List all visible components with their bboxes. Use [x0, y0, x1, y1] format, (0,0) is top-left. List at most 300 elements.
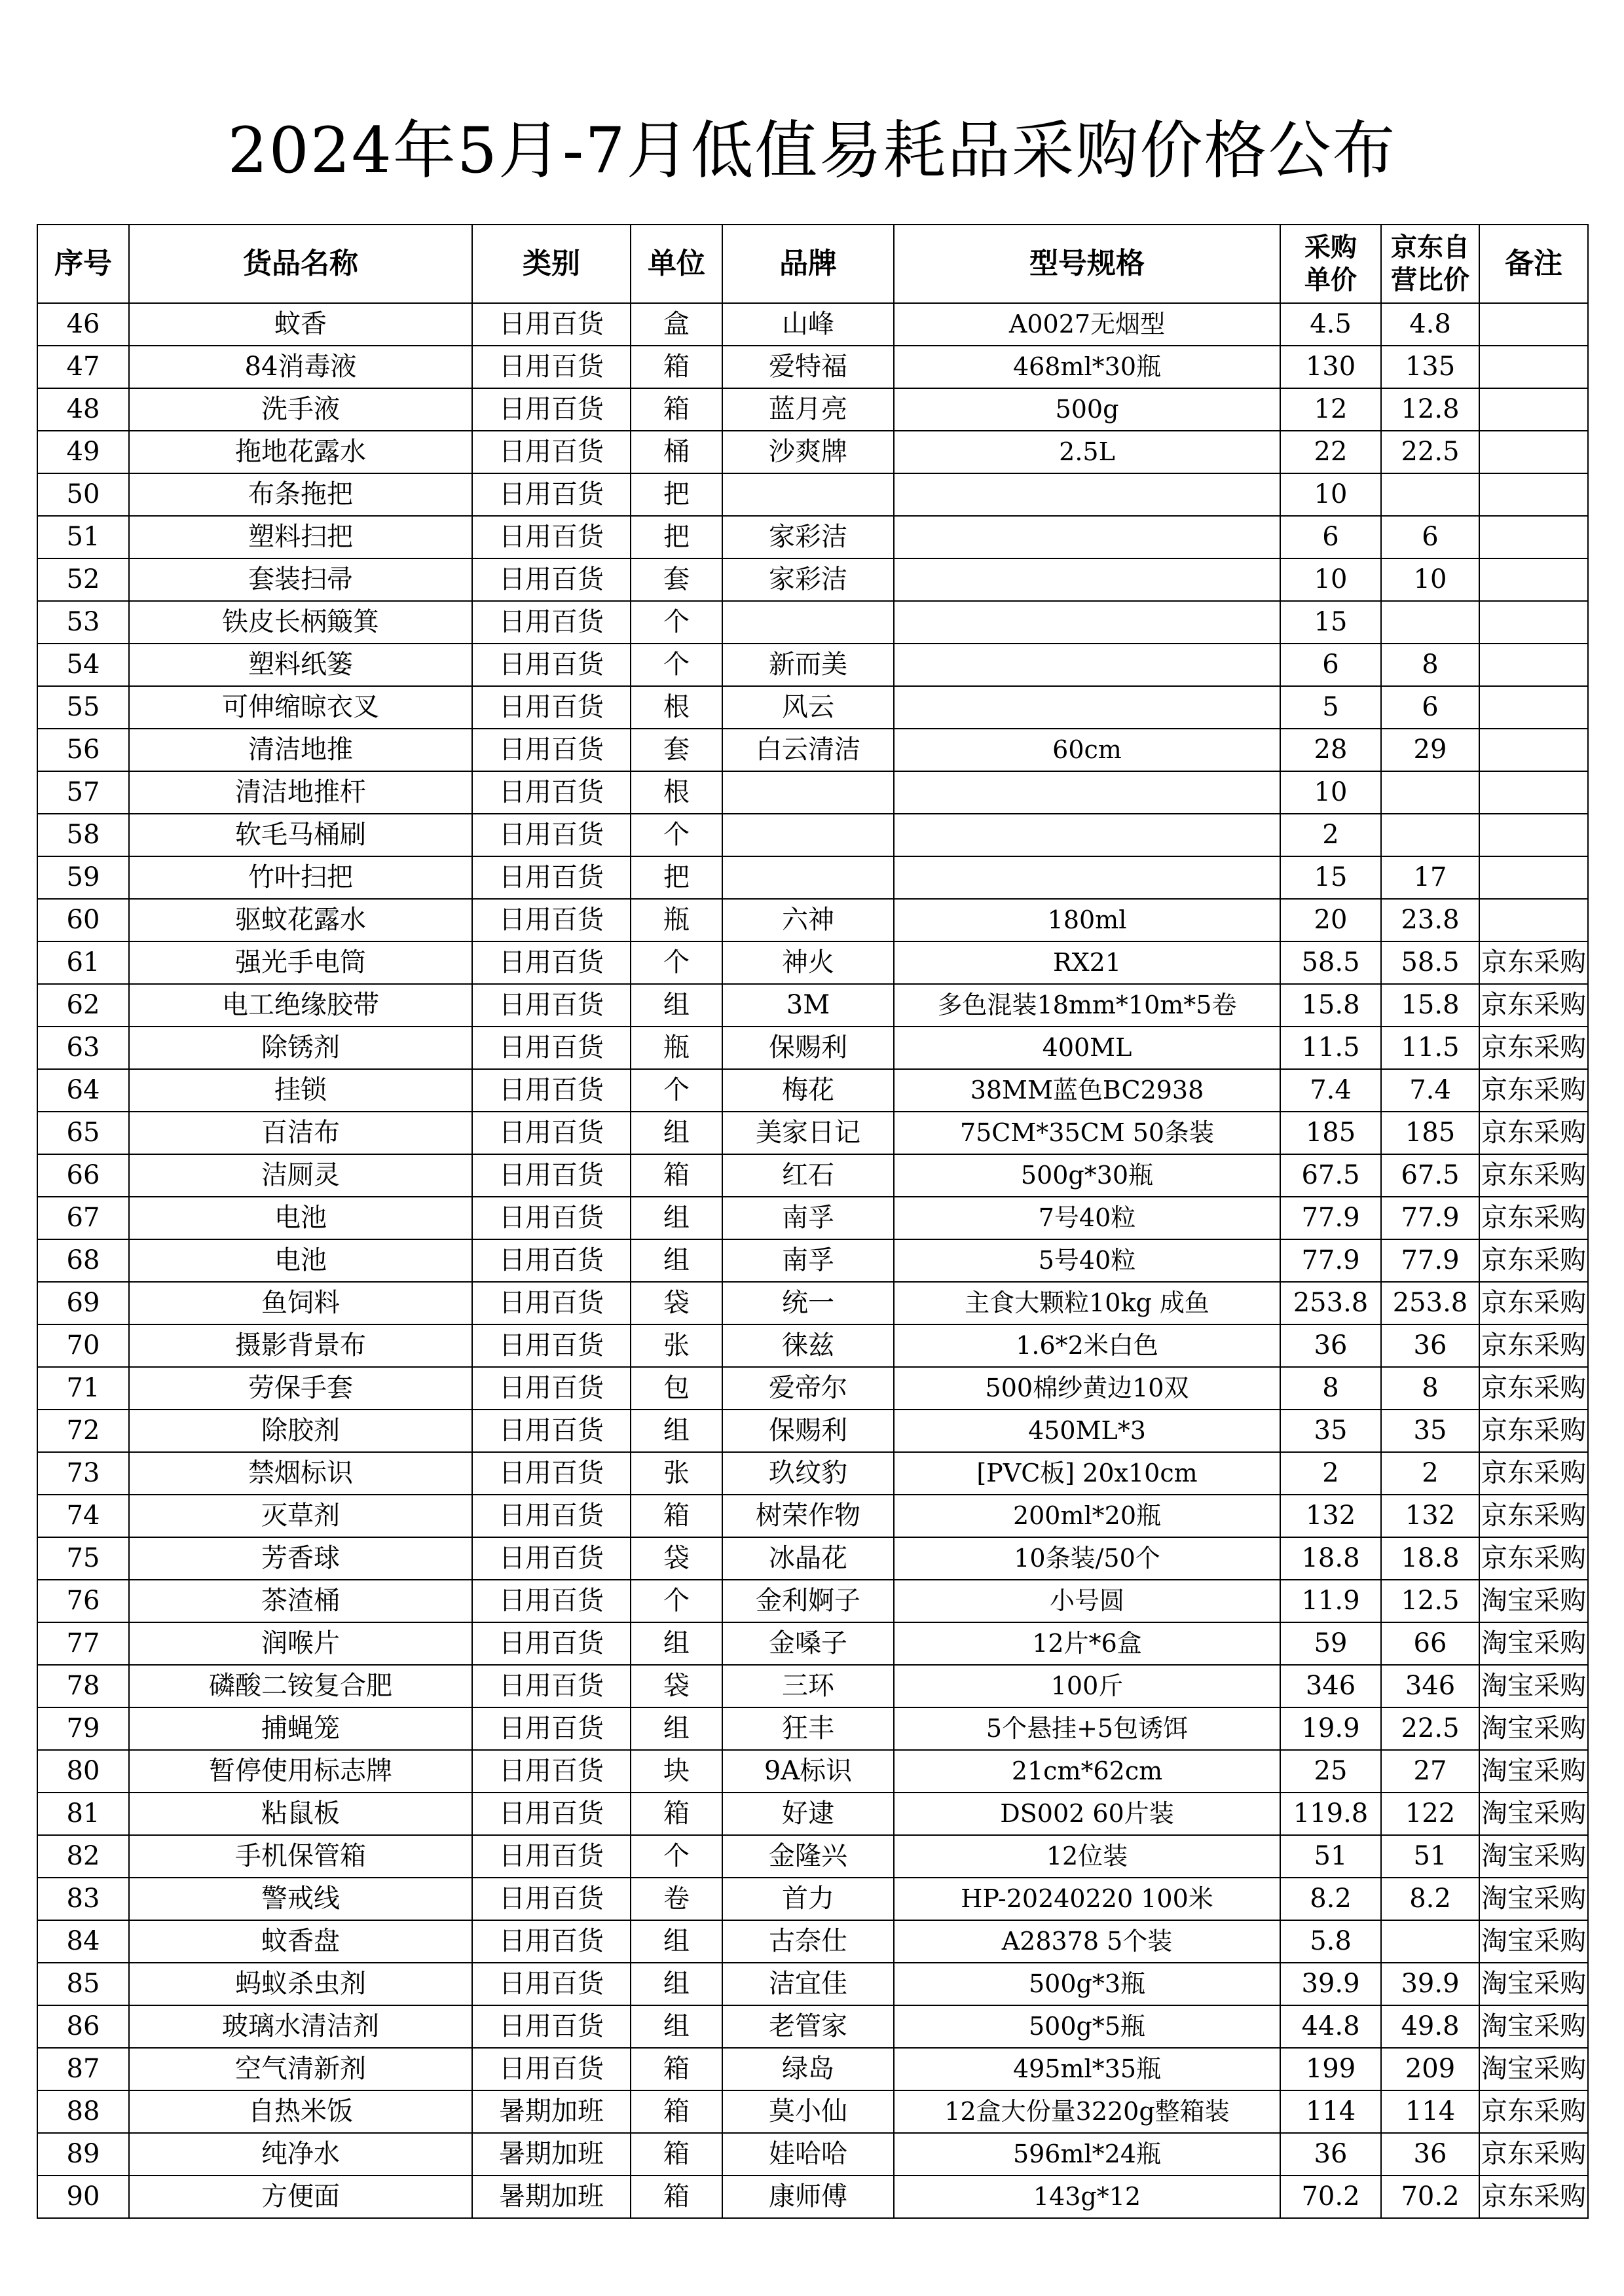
- cell-jd-price: 8: [1381, 1367, 1479, 1410]
- cell-brand: 洁宜佳: [722, 1963, 894, 2005]
- cell-remark: 京东采购: [1479, 1197, 1588, 1239]
- cell-spec: [894, 856, 1280, 899]
- cell-purchase-price: 5: [1280, 686, 1381, 729]
- cell-unit: 卷: [631, 1878, 722, 1920]
- cell-unit: 箱: [631, 2176, 722, 2218]
- cell-remark: 京东采购: [1479, 1410, 1588, 1452]
- header-jd-price: 京东自 营比价: [1381, 225, 1479, 303]
- cell-index: 48: [37, 388, 129, 431]
- cell-jd-price: 70.2: [1381, 2176, 1479, 2218]
- cell-index: 76: [37, 1580, 129, 1622]
- cell-brand: 家彩洁: [722, 516, 894, 558]
- cell-jd-price: 2: [1381, 1452, 1479, 1495]
- cell-spec: 450ML*3: [894, 1410, 1280, 1452]
- cell-jd-price: 49.8: [1381, 2005, 1479, 2048]
- cell-spec: 38MM蓝色BC2938: [894, 1069, 1280, 1112]
- cell-jd-price: 253.8: [1381, 1282, 1479, 1324]
- cell-jd-price: 135: [1381, 346, 1479, 388]
- cell-index: 81: [37, 1793, 129, 1835]
- cell-spec: 500g*30瓶: [894, 1154, 1280, 1197]
- cell-unit: 袋: [631, 1282, 722, 1324]
- cell-spec: 主食大颗粒10kg 成鱼: [894, 1282, 1280, 1324]
- cell-brand: 保赐利: [722, 1410, 894, 1452]
- table-row: [37, 1878, 1588, 1920]
- cell-index: 63: [37, 1027, 129, 1069]
- table-row: [37, 1622, 1588, 1665]
- table-row: [37, 1750, 1588, 1793]
- cell-unit: 个: [631, 1835, 722, 1878]
- table-row: [37, 346, 1588, 388]
- cell-index: 72: [37, 1410, 129, 1452]
- cell-remark: 京东采购: [1479, 1069, 1588, 1112]
- table-row: [37, 601, 1588, 644]
- cell-spec: 1.6*2米白色: [894, 1324, 1280, 1367]
- cell-brand: 南孚: [722, 1197, 894, 1239]
- cell-index: 75: [37, 1537, 129, 1580]
- cell-purchase-price: 132: [1280, 1495, 1381, 1537]
- cell-item-name: 洁厕灵: [129, 1154, 472, 1197]
- cell-brand: 保赐利: [722, 1027, 894, 1069]
- cell-unit: 个: [631, 601, 722, 644]
- cell-index: 86: [37, 2005, 129, 2048]
- cell-unit: 套: [631, 729, 722, 771]
- table-row: [37, 1707, 1588, 1750]
- cell-category: 暑期加班: [472, 2133, 631, 2176]
- table-row: [37, 814, 1588, 856]
- cell-brand: [722, 771, 894, 814]
- table-body: [37, 303, 1588, 2218]
- cell-brand: 狂丰: [722, 1707, 894, 1750]
- cell-brand: 统一: [722, 1282, 894, 1324]
- cell-index: 62: [37, 984, 129, 1027]
- cell-brand: 金隆兴: [722, 1835, 894, 1878]
- cell-index: 61: [37, 941, 129, 984]
- cell-item-name: 洗手液: [129, 388, 472, 431]
- cell-category: 日用百货: [472, 1069, 631, 1112]
- table-row: [37, 1154, 1588, 1197]
- cell-unit: 箱: [631, 1495, 722, 1537]
- table-row: [37, 558, 1588, 601]
- cell-remark: [1479, 686, 1588, 729]
- cell-remark: 淘宝采购: [1479, 1707, 1588, 1750]
- cell-purchase-price: 10: [1280, 771, 1381, 814]
- cell-category: 日用百货: [472, 1367, 631, 1410]
- cell-category: 日用百货: [472, 1665, 631, 1707]
- table-row: [37, 388, 1588, 431]
- cell-spec: 495ml*35瓶: [894, 2048, 1280, 2090]
- cell-purchase-price: 130: [1280, 346, 1381, 388]
- cell-category: 暑期加班: [472, 2176, 631, 2218]
- cell-brand: [722, 601, 894, 644]
- cell-spec: 5个悬挂+5包诱饵: [894, 1707, 1280, 1750]
- cell-category: 日用百货: [472, 729, 631, 771]
- cell-item-name: 清洁地推杆: [129, 771, 472, 814]
- cell-index: 66: [37, 1154, 129, 1197]
- cell-item-name: 灭草剂: [129, 1495, 472, 1537]
- cell-spec: [PVC板] 20x10cm: [894, 1452, 1280, 1495]
- cell-index: 78: [37, 1665, 129, 1707]
- cell-jd-price: [1381, 1920, 1479, 1963]
- cell-category: 日用百货: [472, 303, 631, 346]
- cell-brand: 红石: [722, 1154, 894, 1197]
- cell-jd-price: 6: [1381, 686, 1479, 729]
- cell-unit: 组: [631, 1963, 722, 2005]
- cell-spec: 10条装/50个: [894, 1537, 1280, 1580]
- cell-purchase-price: 185: [1280, 1112, 1381, 1154]
- cell-jd-price: 36: [1381, 1324, 1479, 1367]
- cell-item-name: 润喉片: [129, 1622, 472, 1665]
- cell-category: 日用百货: [472, 601, 631, 644]
- cell-jd-price: 346: [1381, 1665, 1479, 1707]
- table-row: [37, 729, 1588, 771]
- cell-remark: [1479, 814, 1588, 856]
- cell-spec: 小号圆: [894, 1580, 1280, 1622]
- cell-index: 47: [37, 346, 129, 388]
- table-row: [37, 1793, 1588, 1835]
- cell-item-name: 自热米饭: [129, 2090, 472, 2133]
- cell-unit: 把: [631, 856, 722, 899]
- table-row: [37, 771, 1588, 814]
- cell-jd-price: 185: [1381, 1112, 1479, 1154]
- cell-category: 暑期加班: [472, 2090, 631, 2133]
- header-index: 序号: [37, 225, 129, 303]
- cell-spec: DS002 60片装: [894, 1793, 1280, 1835]
- cell-unit: 箱: [631, 1154, 722, 1197]
- cell-jd-price: 7.4: [1381, 1069, 1479, 1112]
- table-row: [37, 856, 1588, 899]
- header-item-name: 货品名称: [129, 225, 472, 303]
- table-row: [37, 686, 1588, 729]
- cell-spec: A0027无烟型: [894, 303, 1280, 346]
- cell-unit: 瓶: [631, 899, 722, 941]
- cell-index: 83: [37, 1878, 129, 1920]
- cell-remark: 京东采购: [1479, 1154, 1588, 1197]
- cell-remark: [1479, 473, 1588, 516]
- cell-spec: 500g*3瓶: [894, 1963, 1280, 2005]
- cell-jd-price: 4.8: [1381, 303, 1479, 346]
- cell-spec: 7号40粒: [894, 1197, 1280, 1239]
- cell-brand: 金利婀子: [722, 1580, 894, 1622]
- cell-purchase-price: 114: [1280, 2090, 1381, 2133]
- cell-brand: 娃哈哈: [722, 2133, 894, 2176]
- cell-spec: RX21: [894, 941, 1280, 984]
- cell-index: 64: [37, 1069, 129, 1112]
- table-row: [37, 1282, 1588, 1324]
- cell-purchase-price: 4.5: [1280, 303, 1381, 346]
- cell-index: 88: [37, 2090, 129, 2133]
- table-row: [37, 1835, 1588, 1878]
- cell-item-name: 可伸缩晾衣叉: [129, 686, 472, 729]
- cell-remark: 京东采购: [1479, 1452, 1588, 1495]
- cell-jd-price: [1381, 601, 1479, 644]
- cell-remark: [1479, 388, 1588, 431]
- cell-jd-price: 77.9: [1381, 1239, 1479, 1282]
- cell-remark: 淘宝采购: [1479, 2048, 1588, 2090]
- cell-category: 日用百货: [472, 388, 631, 431]
- cell-index: 90: [37, 2176, 129, 2218]
- cell-jd-price: 132: [1381, 1495, 1479, 1537]
- cell-unit: 组: [631, 1920, 722, 1963]
- cell-brand: 古奈仕: [722, 1920, 894, 1963]
- cell-brand: 六神: [722, 899, 894, 941]
- cell-item-name: 百洁布: [129, 1112, 472, 1154]
- cell-remark: 京东采购: [1479, 1027, 1588, 1069]
- cell-unit: 张: [631, 1324, 722, 1367]
- cell-item-name: 套装扫帚: [129, 558, 472, 601]
- cell-purchase-price: 119.8: [1280, 1793, 1381, 1835]
- cell-category: 日用百货: [472, 1027, 631, 1069]
- cell-item-name: 挂锁: [129, 1069, 472, 1112]
- cell-category: 日用百货: [472, 686, 631, 729]
- cell-jd-price: 39.9: [1381, 1963, 1479, 2005]
- cell-index: 52: [37, 558, 129, 601]
- table-row: [37, 516, 1588, 558]
- cell-category: 日用百货: [472, 1963, 631, 2005]
- cell-index: 54: [37, 644, 129, 686]
- cell-category: 日用百货: [472, 1495, 631, 1537]
- cell-jd-price: 18.8: [1381, 1537, 1479, 1580]
- cell-spec: 468ml*30瓶: [894, 346, 1280, 388]
- cell-index: 84: [37, 1920, 129, 1963]
- cell-jd-price: [1381, 771, 1479, 814]
- cell-category: 日用百货: [472, 2005, 631, 2048]
- cell-index: 49: [37, 431, 129, 473]
- cell-index: 57: [37, 771, 129, 814]
- cell-unit: 箱: [631, 1793, 722, 1835]
- cell-category: 日用百货: [472, 1878, 631, 1920]
- table-row: [37, 1367, 1588, 1410]
- cell-item-name: 强光手电筒: [129, 941, 472, 984]
- cell-item-name: 手机保管箱: [129, 1835, 472, 1878]
- cell-index: 79: [37, 1707, 129, 1750]
- cell-spec: [894, 558, 1280, 601]
- cell-purchase-price: 15.8: [1280, 984, 1381, 1027]
- cell-unit: 包: [631, 1367, 722, 1410]
- cell-purchase-price: 7.4: [1280, 1069, 1381, 1112]
- cell-item-name: 磷酸二铵复合肥: [129, 1665, 472, 1707]
- cell-category: 日用百货: [472, 431, 631, 473]
- cell-remark: [1479, 601, 1588, 644]
- cell-unit: 套: [631, 558, 722, 601]
- cell-jd-price: 114: [1381, 2090, 1479, 2133]
- cell-item-name: 电池: [129, 1197, 472, 1239]
- cell-category: 日用百货: [472, 1835, 631, 1878]
- cell-remark: 淘宝采购: [1479, 1878, 1588, 1920]
- cell-jd-price: 22.5: [1381, 1707, 1479, 1750]
- cell-unit: 箱: [631, 388, 722, 431]
- cell-unit: 组: [631, 1622, 722, 1665]
- cell-item-name: 粘鼠板: [129, 1793, 472, 1835]
- cell-purchase-price: 199: [1280, 2048, 1381, 2090]
- table-row: [37, 941, 1588, 984]
- cell-unit: 组: [631, 1410, 722, 1452]
- cell-item-name: 蚊香: [129, 303, 472, 346]
- cell-brand: 美家日记: [722, 1112, 894, 1154]
- cell-remark: 淘宝采购: [1479, 1750, 1588, 1793]
- cell-index: 70: [37, 1324, 129, 1367]
- table-row: [37, 1027, 1588, 1069]
- cell-jd-price: 58.5: [1381, 941, 1479, 984]
- cell-brand: 金嗓子: [722, 1622, 894, 1665]
- cell-item-name: 拖地花露水: [129, 431, 472, 473]
- cell-jd-price: 77.9: [1381, 1197, 1479, 1239]
- cell-spec: 500棉纱黄边10双: [894, 1367, 1280, 1410]
- cell-purchase-price: 2: [1280, 814, 1381, 856]
- cell-brand: 蓝月亮: [722, 388, 894, 431]
- cell-category: 日用百货: [472, 473, 631, 516]
- cell-index: 56: [37, 729, 129, 771]
- cell-purchase-price: 15: [1280, 856, 1381, 899]
- cell-brand: 南孚: [722, 1239, 894, 1282]
- cell-spec: 180ml: [894, 899, 1280, 941]
- cell-purchase-price: 51: [1280, 1835, 1381, 1878]
- cell-remark: 京东采购: [1479, 1367, 1588, 1410]
- cell-brand: 好逮: [722, 1793, 894, 1835]
- cell-brand: 玖纹豹: [722, 1452, 894, 1495]
- cell-item-name: 84消毒液: [129, 346, 472, 388]
- cell-category: 日用百货: [472, 856, 631, 899]
- cell-item-name: 驱蚊花露水: [129, 899, 472, 941]
- table-row: [37, 1239, 1588, 1282]
- cell-category: 日用百货: [472, 941, 631, 984]
- cell-index: 68: [37, 1239, 129, 1282]
- cell-unit: 个: [631, 814, 722, 856]
- cell-spec: [894, 644, 1280, 686]
- cell-purchase-price: 59: [1280, 1622, 1381, 1665]
- cell-spec: 500g*5瓶: [894, 2005, 1280, 2048]
- cell-item-name: 软毛马桶刷: [129, 814, 472, 856]
- cell-category: 日用百货: [472, 899, 631, 941]
- cell-remark: 京东采购: [1479, 2133, 1588, 2176]
- cell-index: 53: [37, 601, 129, 644]
- table-row: [37, 1580, 1588, 1622]
- table-row: [37, 2133, 1588, 2176]
- cell-brand: 冰晶花: [722, 1537, 894, 1580]
- cell-jd-price: 10: [1381, 558, 1479, 601]
- cell-item-name: 纯净水: [129, 2133, 472, 2176]
- cell-item-name: 电工绝缘胶带: [129, 984, 472, 1027]
- cell-unit: 箱: [631, 2090, 722, 2133]
- cell-category: 日用百货: [472, 1537, 631, 1580]
- cell-purchase-price: 18.8: [1280, 1537, 1381, 1580]
- cell-spec: 143g*12: [894, 2176, 1280, 2218]
- cell-spec: 2.5L: [894, 431, 1280, 473]
- cell-item-name: 铁皮长柄簸箕: [129, 601, 472, 644]
- cell-category: 日用百货: [472, 814, 631, 856]
- cell-item-name: 塑料扫把: [129, 516, 472, 558]
- cell-spec: [894, 601, 1280, 644]
- cell-purchase-price: 15: [1280, 601, 1381, 644]
- cell-jd-price: 36: [1381, 2133, 1479, 2176]
- cell-brand: 莫小仙: [722, 2090, 894, 2133]
- cell-remark: 京东采购: [1479, 2090, 1588, 2133]
- cell-spec: 60cm: [894, 729, 1280, 771]
- cell-jd-price: 51: [1381, 1835, 1479, 1878]
- cell-item-name: 鱼饲料: [129, 1282, 472, 1324]
- cell-remark: 淘宝采购: [1479, 1793, 1588, 1835]
- cell-unit: 箱: [631, 346, 722, 388]
- cell-jd-price: 12.5: [1381, 1580, 1479, 1622]
- cell-jd-price: 8: [1381, 644, 1479, 686]
- cell-unit: 组: [631, 1239, 722, 1282]
- cell-remark: [1479, 644, 1588, 686]
- cell-unit: 箱: [631, 2133, 722, 2176]
- cell-item-name: 摄影背景布: [129, 1324, 472, 1367]
- cell-category: 日用百货: [472, 1793, 631, 1835]
- cell-purchase-price: 8: [1280, 1367, 1381, 1410]
- cell-spec: 400ML: [894, 1027, 1280, 1069]
- cell-category: 日用百货: [472, 1410, 631, 1452]
- cell-jd-price: 67.5: [1381, 1154, 1479, 1197]
- cell-brand: [722, 814, 894, 856]
- cell-item-name: 暂停使用标志牌: [129, 1750, 472, 1793]
- cell-jd-price: 23.8: [1381, 899, 1479, 941]
- cell-item-name: 布条拖把: [129, 473, 472, 516]
- cell-brand: 三环: [722, 1665, 894, 1707]
- cell-remark: [1479, 303, 1588, 346]
- cell-purchase-price: 11.9: [1280, 1580, 1381, 1622]
- cell-remark: [1479, 346, 1588, 388]
- cell-category: 日用百货: [472, 1197, 631, 1239]
- cell-unit: 张: [631, 1452, 722, 1495]
- table-row: [37, 1069, 1588, 1112]
- cell-brand: 新而美: [722, 644, 894, 686]
- cell-purchase-price: 77.9: [1280, 1197, 1381, 1239]
- cell-purchase-price: 77.9: [1280, 1239, 1381, 1282]
- cell-purchase-price: 67.5: [1280, 1154, 1381, 1197]
- cell-index: 77: [37, 1622, 129, 1665]
- cell-purchase-price: 44.8: [1280, 2005, 1381, 2048]
- cell-purchase-price: 28: [1280, 729, 1381, 771]
- cell-spec: 21cm*62cm: [894, 1750, 1280, 1793]
- header-category: 类别: [472, 225, 631, 303]
- cell-jd-price: 17: [1381, 856, 1479, 899]
- cell-jd-price: 15.8: [1381, 984, 1479, 1027]
- header-purchase-price: 采购 单价: [1280, 225, 1381, 303]
- cell-purchase-price: 58.5: [1280, 941, 1381, 984]
- table-row: [37, 2090, 1588, 2133]
- cell-item-name: 清洁地推: [129, 729, 472, 771]
- cell-jd-price: 8.2: [1381, 1878, 1479, 1920]
- cell-jd-price: [1381, 473, 1479, 516]
- cell-index: 71: [37, 1367, 129, 1410]
- cell-spec: HP-20240220 100米: [894, 1878, 1280, 1920]
- cell-item-name: 方便面: [129, 2176, 472, 2218]
- cell-item-name: 塑料纸篓: [129, 644, 472, 686]
- cell-purchase-price: 10: [1280, 558, 1381, 601]
- cell-remark: 京东采购: [1479, 1495, 1588, 1537]
- cell-index: 87: [37, 2048, 129, 2090]
- cell-purchase-price: 12: [1280, 388, 1381, 431]
- cell-unit: 个: [631, 1069, 722, 1112]
- page-title: 2024年5月-7月低值易耗品采购价格公布: [227, 114, 1397, 187]
- cell-brand: [722, 473, 894, 516]
- cell-brand: 山峰: [722, 303, 894, 346]
- cell-unit: 个: [631, 941, 722, 984]
- cell-spec: 75CM*35CM 50条装: [894, 1112, 1280, 1154]
- price-table: [37, 224, 1589, 2219]
- cell-index: 65: [37, 1112, 129, 1154]
- header-remark: 备注: [1479, 225, 1588, 303]
- cell-remark: [1479, 771, 1588, 814]
- cell-category: 日用百货: [472, 346, 631, 388]
- cell-spec: 12盒大份量3220g整箱装: [894, 2090, 1280, 2133]
- cell-index: 74: [37, 1495, 129, 1537]
- table-row: [37, 1963, 1588, 2005]
- cell-remark: [1479, 729, 1588, 771]
- cell-purchase-price: 8.2: [1280, 1878, 1381, 1920]
- cell-spec: 12位装: [894, 1835, 1280, 1878]
